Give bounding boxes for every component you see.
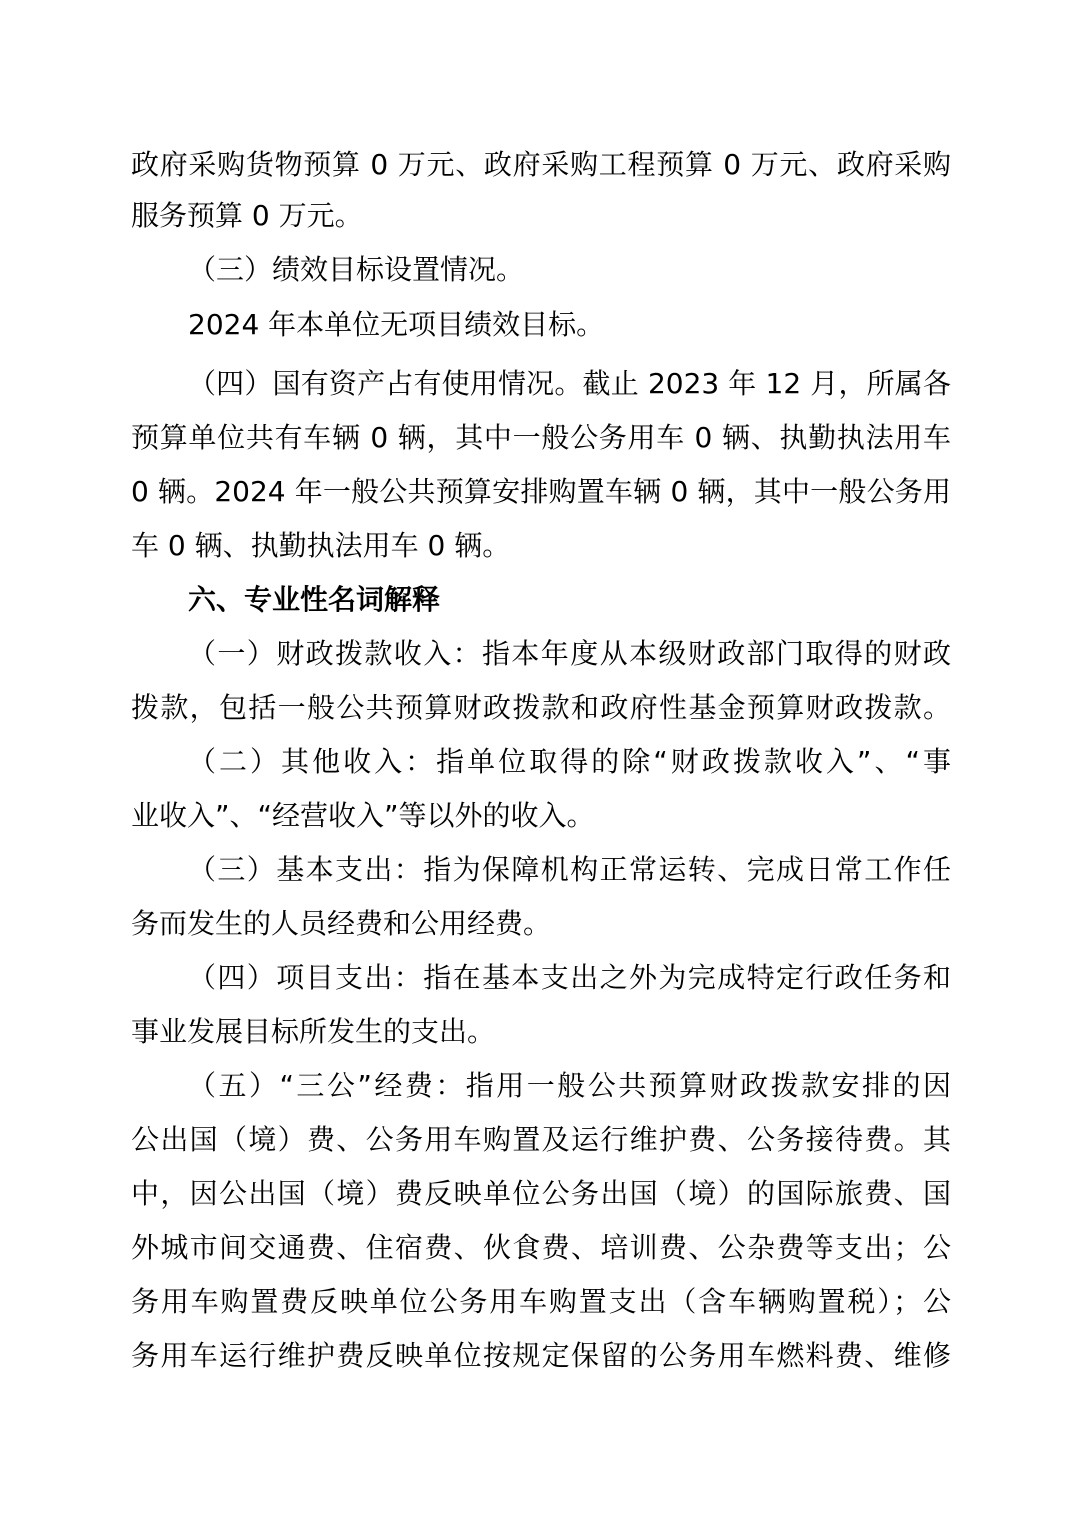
- paragraph-line: 业收入”、“经营收入”等以外的收入。: [131, 799, 595, 832]
- paragraph-line: 车 0 辆、执勤执法用车 0 辆。: [131, 529, 511, 562]
- paragraph-line: 事业发展目标所发生的支出。: [131, 1015, 496, 1048]
- section-heading: 六、专业性名词解释: [188, 583, 441, 616]
- paragraph-line: 政府采购货物预算 0 万元、政府采购工程预算 0 万元、政府采购: [131, 148, 951, 181]
- paragraph-line: 0 辆。2024 年一般公共预算安排购置车辆 0 辆，其中一般公务用: [131, 475, 951, 508]
- paragraph-line: 外城市间交通费、住宿费、伙食费、培训费、公杂费等支出；公: [131, 1231, 951, 1264]
- paragraph-line: （三）绩效目标设置情况。: [188, 253, 525, 286]
- paragraph-line: 务用车运行维护费反映单位按规定保留的公务用车燃料费、维修: [131, 1339, 951, 1372]
- paragraph-line: 中，因公出国（境）费反映单位公务出国（境）的国际旅费、国: [131, 1177, 951, 1210]
- paragraph-line: （三）基本支出：指为保障机构正常运转、完成日常工作任: [188, 853, 951, 886]
- paragraph-line: （四）项目支出：指在基本支出之外为完成特定行政任务和: [188, 961, 951, 994]
- paragraph-line: （五）“三公”经费：指用一般公共预算财政拨款安排的因: [188, 1069, 951, 1102]
- paragraph-line: （四）国有资产占有使用情况。截止 2023 年 12 月，所属各: [188, 367, 951, 400]
- paragraph-line: 服务预算 0 万元。: [131, 199, 363, 232]
- paragraph-line: 预算单位共有车辆 0 辆，其中一般公务用车 0 辆、执勤执法用车: [131, 421, 951, 454]
- paragraph-line: 务用车购置费反映单位公务用车购置支出（含车辆购置税）；公: [131, 1285, 951, 1318]
- paragraph-line: 2024 年本单位无项目绩效目标。: [188, 308, 605, 341]
- paragraph-line: （二）其他收入：指单位取得的除“财政拨款收入”、“事: [188, 745, 951, 778]
- paragraph-line: 务而发生的人员经费和公用经费。: [131, 907, 552, 940]
- paragraph-line: （一）财政拨款收入：指本年度从本级财政部门取得的财政: [188, 637, 951, 670]
- paragraph-line: 拨款，包括一般公共预算财政拨款和政府性基金预算财政拨款。: [131, 691, 951, 724]
- paragraph-line: 公出国（境）费、公务用车购置及运行维护费、公务接待费。其: [131, 1123, 951, 1156]
